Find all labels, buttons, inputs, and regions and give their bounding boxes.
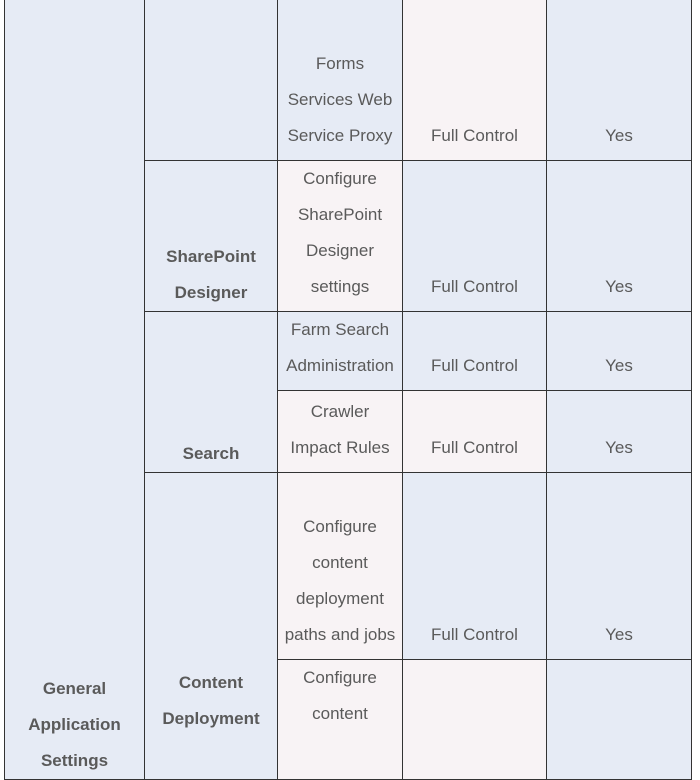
farm-admin-label: Yes [605,277,633,296]
farm-admin-cell [547,0,692,161]
task-cell [278,161,403,312]
level-cell [403,0,547,161]
level-cell [403,161,547,312]
group-label: Content Deployment [162,673,260,728]
group-cell [145,161,278,312]
task-label: Forms Services Web Service Proxy [287,54,393,145]
task-label: Configure content deployment paths and jobs [284,517,396,644]
group-label: Search [182,444,240,463]
group-cell [145,473,278,780]
task-label: Configure content [303,668,377,723]
farm-admin-cell [547,473,692,660]
level-cell [403,660,547,780]
task-label: Farm Search Administration [286,320,394,375]
level-label: Full Control [431,625,518,644]
farm-admin-cell [547,660,692,780]
level-label: Full Control [431,277,518,296]
task-label: Configure SharePoint Designer settings [297,169,383,296]
level-cell [403,312,547,391]
task-cell [278,0,403,161]
group-cell [145,0,278,161]
farm-admin-label: Yes [605,356,633,375]
category-label: General Application Settings [28,679,121,770]
task-cell [278,391,403,473]
farm-admin-cell [547,391,692,473]
permissions-table [4,0,692,780]
level-cell [403,473,547,660]
category-cell [5,0,145,780]
group-cell [145,312,278,473]
task-label: Crawler Impact Rules [290,402,390,457]
table-row [5,0,692,161]
task-cell [278,660,403,780]
farm-admin-label: Yes [605,126,633,145]
farm-admin-cell [547,161,692,312]
farm-admin-label: Yes [605,438,633,457]
level-label: Full Control [431,356,518,375]
level-label: Full Control [431,126,518,145]
level-label: Full Control [431,438,518,457]
farm-admin-label: Yes [605,625,633,644]
level-cell [403,391,547,473]
group-label: SharePoint Designer [166,247,256,302]
task-cell [278,312,403,391]
farm-admin-cell [547,312,692,391]
task-cell [278,473,403,660]
